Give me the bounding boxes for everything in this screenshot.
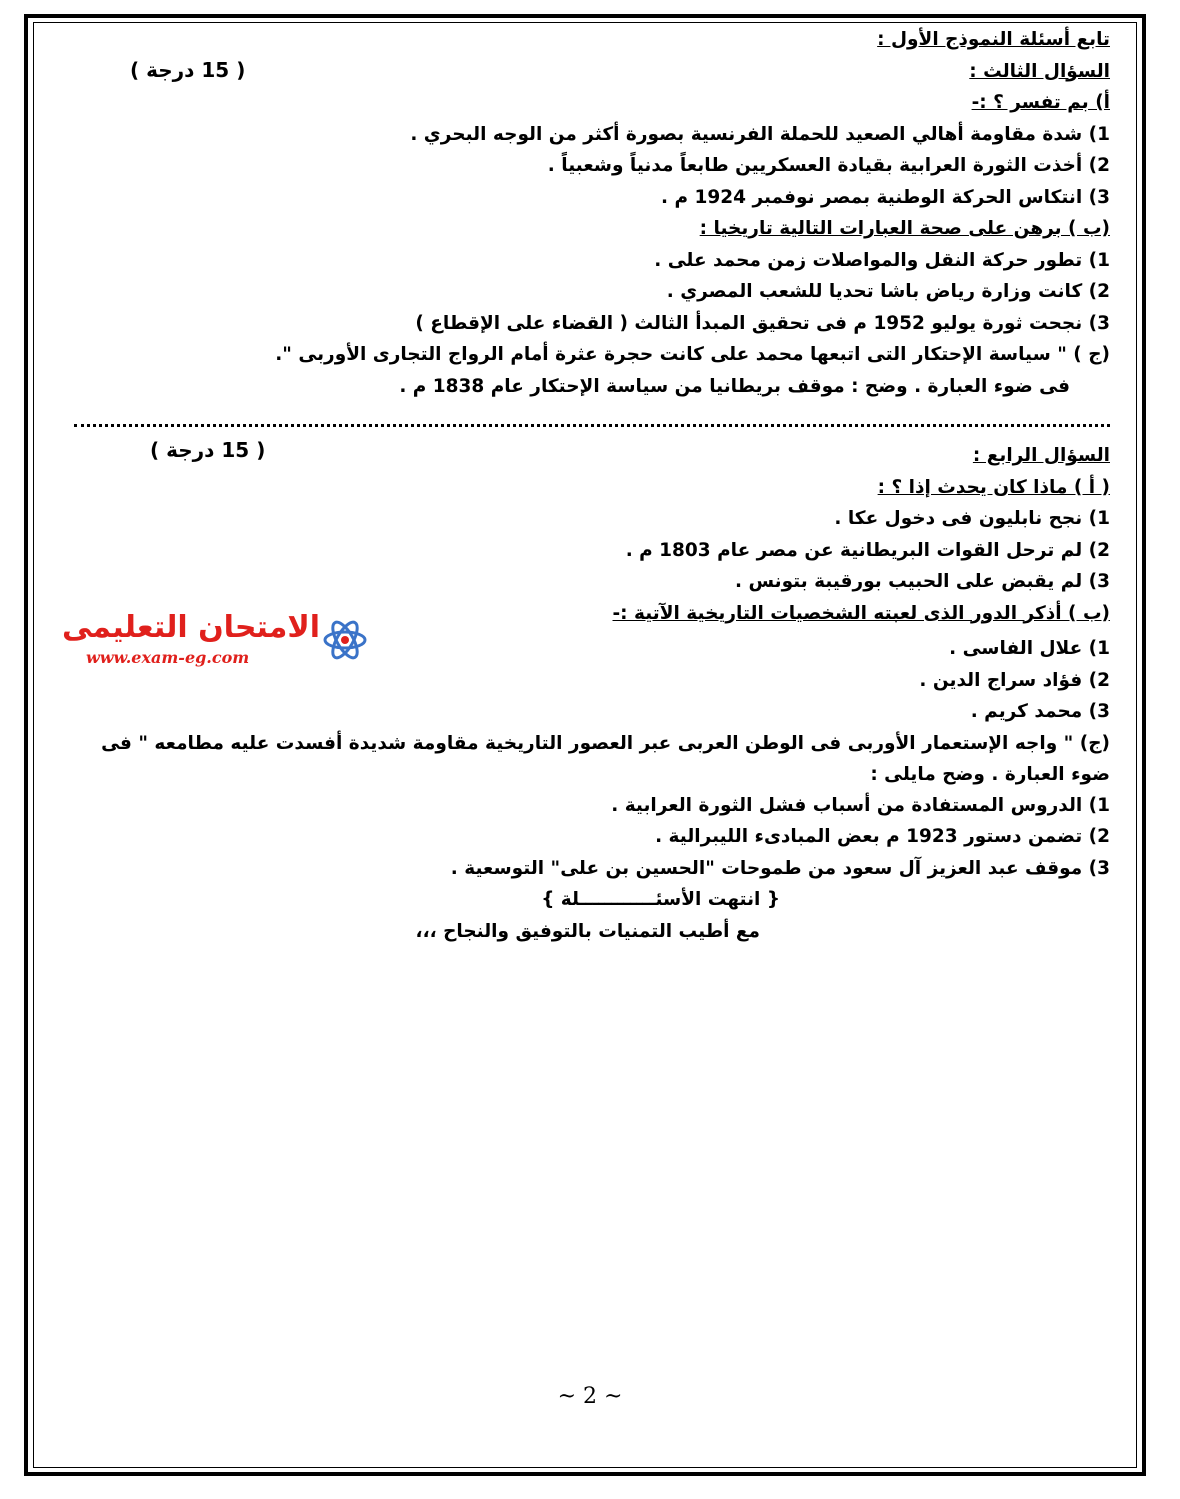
site-logo <box>61 610 368 672</box>
logo-name: الامتحان التعليمى <box>61 610 320 645</box>
question-3-a-item-2: 2) أخذت الثورة العرابية بقيادة العسكريين طابعاً مدنياً وشعبياً . <box>547 155 1110 176</box>
question-3-b-item-1: 1) تطور حركة النقل والمواصلات زمن محمد على . <box>654 249 1110 271</box>
question-4-heading: السؤال الرابع : <box>972 445 1110 466</box>
question-4-c-item-2: 2) تضمن دستور 1923 م بعض المبادىء الليبرالية . <box>655 826 1110 847</box>
question-3-a-item-1: 1) شدة مقاومة أهالي الصعيد للحملة الفرنسية بصورة أكثر من الوجه البحري . <box>410 123 1110 145</box>
atom-icon <box>322 614 368 666</box>
question-3-part-c-quote: (ج ) " سياسة الإحتكار التى اتبعها محمد على كانت حجرة عثرة أمام الرواج التجارى الأوربى ". <box>275 344 1110 365</box>
question-3-heading: السؤال الثالث : <box>969 60 1110 82</box>
question-3-a-item-3: 3) انتكاس الحركة الوطنية بمصر نوفمبر 1924 م . <box>661 186 1110 208</box>
section-divider <box>74 424 1110 427</box>
question-4-b-item-2: 2) فؤاد سراج الدين . <box>919 669 1110 691</box>
page-number: ~ 2 ~ <box>557 1384 623 1409</box>
logo-url: www.exam-eg.com <box>86 648 250 667</box>
question-4-a-item-3: 3) لم يقبض على الحبيب بورقيبة بتونس . <box>735 571 1110 592</box>
question-4-c-item-1: 1) الدروس المستفادة من أسباب فشل الثورة العرابية . <box>611 794 1110 816</box>
question-4-a-item-2: 2) لم ترحل القوات البريطانية عن مصر عام 1803 م . <box>625 539 1110 561</box>
question-3-part-c-task: فى ضوء العبارة . وضح : موقف بريطانيا من سياسة الإحتكار عام 1838 م . <box>399 375 1070 397</box>
question-3-part-b-title: (ب ) برهن على صحة العبارات التالية تاريخيا : <box>699 218 1110 239</box>
question-4-c-item-3: 3) موقف عبد العزيز آل سعود من طموحات "الحسين بن على" التوسعية . <box>450 857 1110 879</box>
question-4-a-item-1: 1) نجح نابليون فى دخول عكا . <box>834 508 1110 529</box>
question-4-part-b-title: (ب ) أذكر الدور الذى لعبته الشخصيات التاريخية الآتية :- <box>612 602 1110 624</box>
question-3-b-item-3: 3) نجحت ثورة يوليو 1952 م فى تحقيق المبدأ الثالث ( القضاء على الإقطاع ) <box>415 312 1110 334</box>
exam-content <box>60 24 1110 947</box>
question-4-marks: ( 15 درجة ) <box>150 438 266 462</box>
question-4-b-item-3: 3) محمد كريم . <box>970 701 1110 722</box>
page-title: تابع أسئلة النموذج الأول : <box>877 29 1110 50</box>
question-4-part-a-title: ( أ ) ماذا كان يحدث إذا ؟ : <box>877 476 1110 498</box>
question-4-part-c-quote: (ج) " واجه الإستعمار الأوربى فى الوطن العربى عبر العصور التاريخية مقاومة شديدة أفسدت عليه مطامعه " فى ضوء العبارة . وضح مايلى : <box>101 732 1110 785</box>
question-4-b-item-1: 1) علال الفاسى . <box>949 638 1110 659</box>
closing-wishes: مع أطيب التمنيات بالتوفيق والنجاح ،،، <box>415 920 760 942</box>
question-3-part-a-title: أ) بم تفسر ؟ :- <box>971 92 1110 113</box>
end-of-questions: { انتهت الأسئــــــــــــلة } <box>541 889 780 910</box>
question-3-marks: ( 15 درجة ) <box>130 58 246 82</box>
question-3-b-item-2: 2) كانت وزارة رياض باشا تحديا للشعب المصري . <box>666 281 1110 302</box>
